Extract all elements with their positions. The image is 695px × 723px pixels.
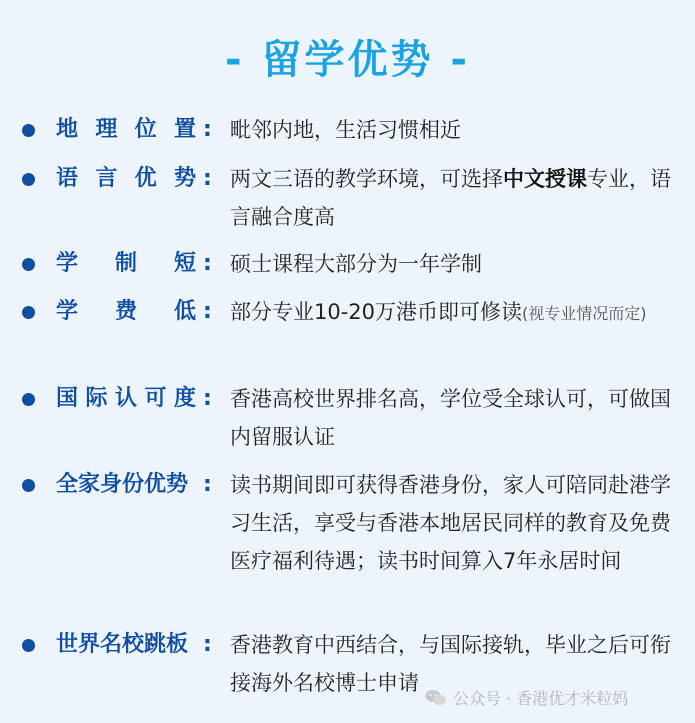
- bullet-dot-icon: [22, 479, 35, 492]
- item-description: 两文三语的教学环境，可选择中文授课专业，语言融合度高: [230, 167, 671, 229]
- item-label: 学 制 短: [56, 251, 196, 276]
- watermark: [425, 686, 628, 709]
- item-colon: :: [203, 299, 212, 324]
- bullet-dot-icon: [22, 258, 35, 271]
- item-label: 地 理 位 置: [56, 117, 196, 142]
- item-colon: :: [203, 166, 212, 191]
- item-label: 世界名校跳板: [56, 632, 189, 657]
- item-colon: :: [203, 472, 212, 497]
- item-label: 学 费 低: [56, 299, 196, 324]
- bullet-dot-icon: [22, 173, 35, 186]
- watermark-text: 公众号 · 香港优才米粒妈: [453, 689, 629, 708]
- page-title: - 留学优势 -: [224, 37, 471, 83]
- item-description: 香港教育中西结合，与国际接轨，毕业之后可衔接海外名校博士申请: [230, 633, 671, 695]
- item-description: 毗邻内地，生活习惯相近: [230, 118, 461, 142]
- item-label: 语 言 优 势: [56, 166, 196, 191]
- bullet-dot-icon: [22, 306, 35, 319]
- item-colon: :: [203, 386, 212, 411]
- item-description: 香港高校世界排名高，学位受全球认可，可做国内留服认证: [230, 387, 671, 449]
- item-description: 读书期间即可获得香港身份，家人可陪同赴港学习生活，享受与香港本地居民同样的教育及免费医疗福利待遇；读书时间算入7年永居时间: [230, 473, 671, 573]
- item-colon: :: [203, 632, 212, 657]
- item-description: 硕士课程大部分为一年学制: [230, 252, 482, 276]
- bullet-dot-icon: [22, 639, 35, 652]
- item-description: 部分专业10-20万港币即可修读(视专业情况而定): [230, 300, 647, 324]
- item-colon: :: [203, 251, 212, 276]
- item-colon: :: [203, 117, 212, 142]
- item-label: 国 际 认 可 度: [56, 386, 196, 411]
- wechat-icon: [425, 689, 447, 707]
- item-label: 全家身份优势: [56, 472, 189, 497]
- bullet-dot-icon: [22, 393, 35, 406]
- bullet-dot-icon: [22, 124, 35, 137]
